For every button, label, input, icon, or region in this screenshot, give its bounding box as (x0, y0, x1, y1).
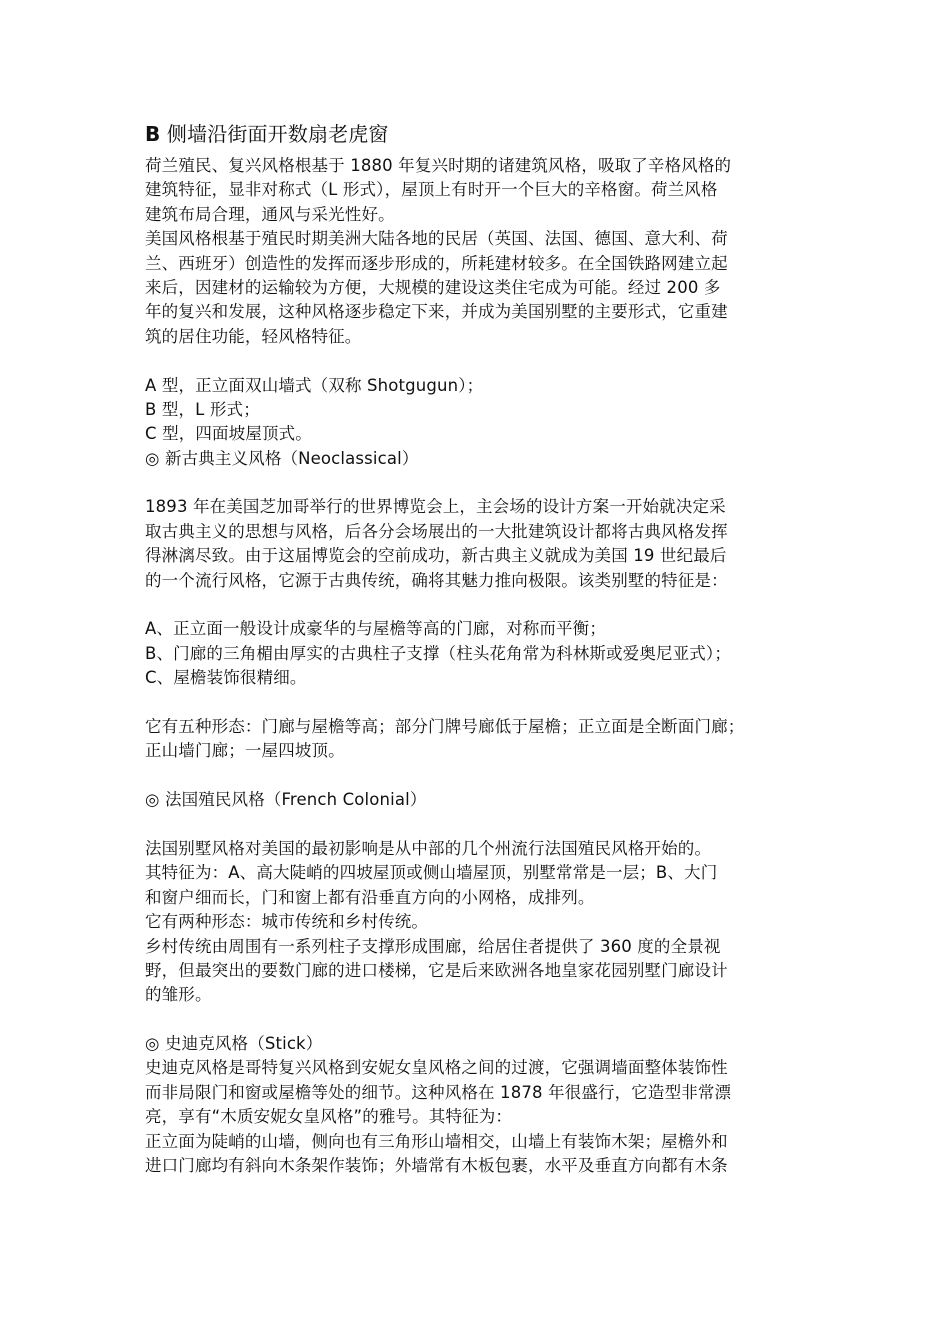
text-line: 兰、西班牙）创造性的发挥而逐步形成的，所耗建材较多。在全国铁路网建立起 (145, 253, 728, 273)
paragraph-neo-forms (145, 715, 810, 764)
heading-prefix: B (145, 122, 161, 146)
text-line: 荷兰殖民、复兴风格根基于 1880 年复兴时期的诸建筑风格，吸取了辛格风格的 (145, 156, 732, 175)
text-line: C 型，四面坡屋顶式。 (145, 424, 312, 444)
text-line: B 型，L 形式； (145, 399, 260, 419)
text-line: A、正立面一般设计成豪华的与屋檐等高的门廊，对称而平衡； (145, 619, 606, 639)
text-line: 它有两种形态：城市传统和乡村传统。 (145, 912, 429, 932)
paragraph-dutch (145, 154, 810, 227)
text-line: 野，但最突出的要数门廊的进口楼梯，它是后来欧洲各地皇家花园别墅门廊设计 (145, 960, 728, 980)
spacer (145, 471, 810, 495)
text-line: 史迪克风格是哥特复兴风格到安妮女皇风格之间的过渡，它强调墙面整体装饰性 (145, 1058, 728, 1078)
spacer (145, 593, 810, 617)
spacer (145, 1008, 810, 1032)
text-line: 建筑布局合理，通风与采光性好。 (145, 204, 395, 224)
text-line: 其特征为：A、高大陡峭的四坡屋顶或侧山墙屋顶，别墅常常是一层；B、大门 (145, 863, 718, 883)
paragraph-american (145, 227, 810, 349)
text-line: 进口门廊均有斜向木条架作装饰；外墙常有木板包裹，水平及垂直方向都有木条 (145, 1156, 728, 1176)
text-line: 乡村传统由周围有一系列柱子支撑形成围廊，给居住者提供了 360 度的全景视 (145, 936, 721, 956)
text-line: 筑的居住功能，轻风格特征。 (145, 326, 362, 346)
document-page (145, 118, 810, 1178)
text-line: 法国别墅风格对美国的最初影响是从中部的几个州流行法国殖民风格开始的。 (145, 838, 712, 858)
text-line: 的雏形。 (145, 985, 212, 1005)
text-line: 1893 年在美国芝加哥举行的世界博览会上，主会场的设计方案一开始就决定采 (145, 497, 726, 517)
paragraph-types (145, 374, 810, 472)
spacer (145, 349, 810, 373)
text-line: 它有五种形态：门廊与屋檐等高；部分门牌号廊低于屋檐；正立面是全断面门廊； (145, 716, 745, 736)
text-line: 的一个流行风格，它源于古典传统，确将其魅力推向极限。该类别墅的特征是： (145, 570, 728, 590)
spacer (145, 764, 810, 788)
text-line: A 型，正立面双山墙式（双称 Shotgugun）； (145, 375, 484, 395)
text-line: 而非局限门和窗或屋檐等处的细节。这种风格在 1878 年很盛行，它造型非常漂 (145, 1082, 732, 1102)
section-title-french: ◎ 法国殖民风格（French Colonial） (145, 790, 427, 810)
text-line: C、屋檐装饰很精细。 (145, 668, 307, 688)
text-line: 得淋漓尽致。由于这届博览会的空前成功，新古典主义就成为美国 19 世纪最后 (145, 546, 727, 566)
text-line: 和窗户细而长，门和窗上都有沿垂直方向的小网格，成排列。 (145, 887, 595, 907)
paragraph-stick (145, 1056, 810, 1178)
text-line: 正山墙门廊；一屋四坡顶。 (145, 741, 345, 761)
section-title-neoclassical: ◎ 新古典主义风格（Neoclassical） (145, 448, 419, 468)
paragraph-neo-features (145, 617, 810, 690)
text-line: 亮，享有“木质安妮女皇风格”的雅号。其特征为： (145, 1107, 513, 1127)
text-line: 正立面为陡峭的山墙，侧向也有三角形山墙相交，山墙上有装饰木架；屋檐外和 (145, 1131, 728, 1151)
spacer (145, 813, 810, 837)
section-title-stick: ◎ 史迪克风格（Stick） (145, 1034, 323, 1054)
paragraph-neoclassical (145, 495, 810, 593)
text-line: B、门廊的三角楣由厚实的古典柱子支撑（柱头花角常为科林斯或爱奥尼亚式）； (145, 643, 731, 663)
text-line: 取古典主义的思想与风格，后各分会场展出的一大批建筑设计都将古典风格发挥 (145, 521, 728, 541)
spacer (145, 691, 810, 715)
text-line: 美国风格根基于殖民时期美洲大陆各地的民居（英国、法国、德国、意大利、荷 (145, 229, 728, 249)
section-heading (145, 118, 810, 150)
paragraph-french (145, 837, 810, 1008)
text-line: 建筑特征，显非对称式（L 形式），屋顶上有时开一个巨大的辛格窗。荷兰风格 (145, 180, 718, 200)
heading-text: 侧墙沿街面开数扇老虎窗 (160, 122, 389, 146)
text-line: 年的复兴和发展，这种风格逐步稳定下来，并成为美国别墅的主要形式，它重建 (145, 302, 728, 322)
text-line: 来后，因建材的运输较为方便，大规模的建设这类住宅成为可能。经过 200 多 (145, 277, 721, 297)
